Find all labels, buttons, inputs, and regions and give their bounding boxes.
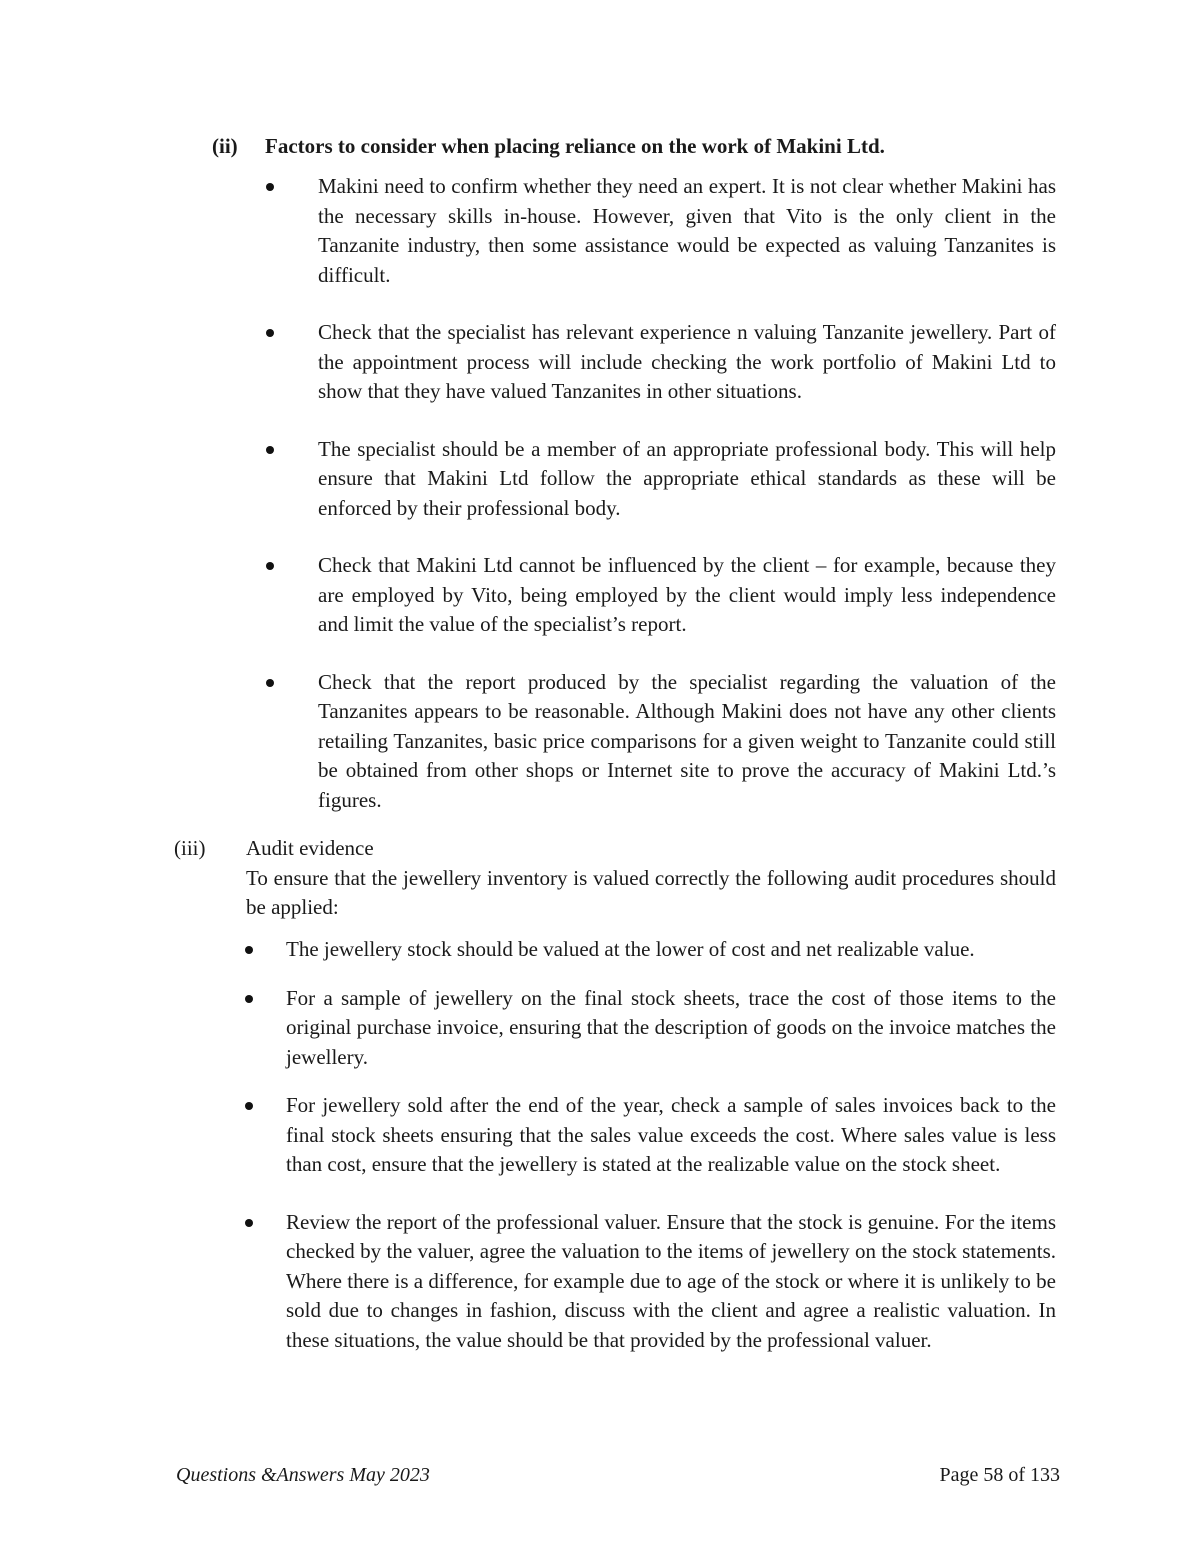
section-ii-title: Factors to consider when placing reliance on the work of Makini Ltd.: [265, 134, 885, 158]
section-ii-number: (ii): [212, 134, 238, 158]
section-iii-intro-block: [246, 834, 1056, 923]
footer-page-number: Page 58 of 133: [939, 1464, 1060, 1486]
list-item-text: Check that the report produced by the specialist regarding the valuation of the Tanzanites appears to be reasonable. Although Makini does not have any other clients retailing Tanzanites, basic price comparisons for a given weight to Tanzanite could still be obtained from other shops or Internet site to prove the accuracy of Makini Ltd.’s figures.: [318, 669, 1056, 812]
list-item: [318, 318, 1056, 407]
list-item: [318, 668, 1056, 816]
list-item-text: The jewellery stock should be valued at the lower of cost and net realizable value.: [286, 937, 975, 961]
list-item: [318, 551, 1056, 640]
list-item: [286, 1091, 1056, 1180]
section-iii-intro: To ensure that the jewellery inventory is valued correctly the following audit procedures should be applied:: [246, 865, 1056, 919]
bullet-icon: [245, 1102, 253, 1110]
bullet-icon: [266, 329, 274, 337]
section-ii-bullet-list: [318, 172, 1056, 815]
bullet-icon: [245, 995, 253, 1003]
bullet-icon: [266, 679, 274, 687]
section-iii-number: (iii): [174, 836, 206, 860]
list-item-text: Review the report of the professional valuer. Ensure that the stock is genuine. For the items checked by the valuer, agree the valuation to the items of jewellery on the stock statements. Where there is a difference, for example due to age of the stock or where it is unlikely to be sold due to changes in fashion, discuss with the client and agree a realistic valuation. In these situations, the value should be that provided by the professional valuer.: [286, 1209, 1056, 1352]
list-item-text: For a sample of jewellery on the final stock sheets, trace the cost of those items to the original purchase invoice, ensuring that the description of goods on the invoice matches the jewellery.: [286, 985, 1056, 1069]
list-item-text: Check that the specialist has relevant experience n valuing Tanzanite jewellery. Part of the appointment process will include checking the work portfolio of Makini Ltd to show that they have valued Tanzanites in other situations.: [318, 320, 1056, 403]
list-item: [318, 172, 1056, 290]
bullet-icon: [245, 1219, 253, 1227]
bullet-icon: [266, 562, 274, 570]
list-item-text: For jewellery sold after the end of the year, check a sample of sales invoices back to the final stock sheets ensuring that the sales value exceeds the cost. Where sales value is less than cost, ensure that the jewellery is stated at the realizable value on the stock sheet.: [286, 1093, 1056, 1176]
list-item: [318, 435, 1056, 524]
list-item: [286, 935, 1056, 965]
section-iii-title: Audit evidence: [246, 836, 374, 860]
list-item-text: Makini need to confirm whether they need an expert. It is not clear whether Makini has the necessary skills in-house. However, given that Vito is the only client in the Tanzanite industry, then some assistance would be expected as valuing Tanzanites is difficult.: [318, 174, 1056, 287]
list-item-text: Check that Makini Ltd cannot be influenced by the client – for example, because they are employed by Vito, being employed by the client would imply less independence and limit the value of the specialist’s report.: [318, 553, 1056, 636]
section-iii-bullet-list: [286, 935, 1056, 1355]
bullet-icon: [245, 946, 253, 954]
footer-document-title: Questions &Answers May 2023: [176, 1464, 430, 1486]
list-item: [286, 1208, 1056, 1356]
list-item-text: The specialist should be a member of an appropriate professional body. This will help ensure that Makini Ltd follow the appropriate ethical standards as these will be enforced by their professional body.: [318, 436, 1056, 520]
bullet-icon: [266, 183, 274, 191]
bullet-icon: [266, 446, 274, 454]
list-item: [286, 984, 1056, 1073]
